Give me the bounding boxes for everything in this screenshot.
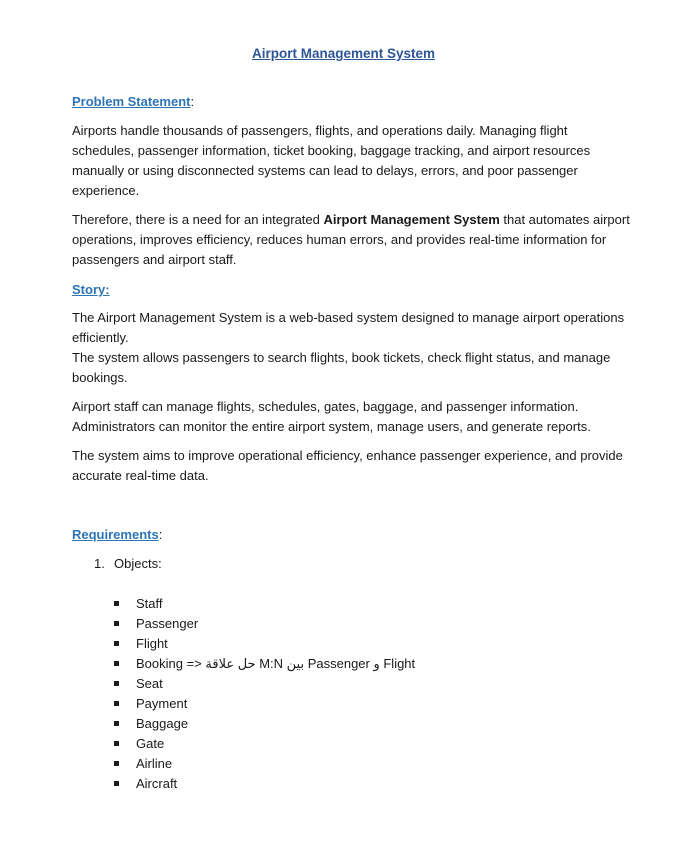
- object-label: Flight: [136, 636, 168, 651]
- object-label: Gate: [136, 736, 165, 751]
- list-item: [112, 694, 415, 714]
- list-item: [112, 734, 415, 754]
- square-bullet-icon: [114, 741, 119, 746]
- square-bullet-icon: [114, 761, 119, 766]
- problem-statement-heading-text: Problem Statement: [72, 94, 191, 109]
- story-paragraph-1a: The Airport Management System is a web-based system designed to manage airport operations efficiently.: [72, 310, 625, 345]
- list-item: [112, 674, 415, 694]
- problem-statement-heading: [72, 92, 194, 112]
- list-item: [112, 614, 415, 634]
- problem-statement-paragraph-2: [72, 210, 632, 270]
- story-paragraph-2a: Airport staff can manage flights, schedules, gates, baggage, and passenger information.: [72, 399, 579, 414]
- square-bullet-icon: [114, 641, 119, 646]
- story-paragraph-1b: The system allows passengers to search flights, book tickets, check flight status, and manage bookings.: [72, 350, 611, 385]
- requirements-heading: [72, 525, 162, 545]
- object-label: Seat: [136, 676, 163, 691]
- square-bullet-icon: [114, 601, 119, 606]
- square-bullet-icon: [114, 681, 119, 686]
- object-label: Payment: [136, 696, 188, 711]
- requirements-item-1: [94, 554, 162, 574]
- object-label: Booking => حل علاقة M:N بين Passenger و Flight: [136, 656, 416, 671]
- object-label: Staff: [136, 596, 163, 611]
- document-title: Airport Management System: [251, 46, 436, 61]
- story-paragraph-2b: Administrators can monitor the entire airport system, manage users, and generate reports.: [72, 419, 591, 434]
- list-item: [112, 774, 415, 794]
- story-heading: [72, 280, 110, 300]
- square-bullet-icon: [114, 661, 119, 666]
- object-label: Baggage: [136, 716, 189, 731]
- list-item: [112, 754, 415, 774]
- square-bullet-icon: [114, 721, 119, 726]
- requirements-item-1-label: Objects:: [114, 556, 162, 571]
- list-item: [112, 594, 415, 614]
- requirements-heading-text: Requirements: [72, 527, 159, 542]
- requirements-heading-colon: :: [158, 527, 163, 542]
- story-heading-text: Story:: [72, 282, 110, 297]
- list-item: [112, 714, 415, 734]
- square-bullet-icon: [114, 781, 119, 786]
- problem-statement-heading-colon: :: [190, 94, 195, 109]
- list-item: [112, 654, 415, 674]
- problem-statement-paragraph-2-end: that automates airport operations, improves efficiency, reduces human errors, and provides real-time information for passengers and airport staff.: [72, 212, 630, 267]
- object-label: Aircraft: [136, 776, 178, 791]
- object-label: Airline: [136, 756, 173, 771]
- square-bullet-icon: [114, 701, 119, 706]
- list-item: [112, 634, 415, 654]
- problem-statement-paragraph-2-start: Therefore, there is a need for an integrated: [72, 212, 324, 227]
- problem-statement-paragraph-1: Airports handle thousands of passengers, flights, and operations daily. Managing flight schedules, passenger information, ticket booking, baggage tracking, and airport resources manually or using disconnected systems can lead to delays, errors, and poor passenger experience.: [72, 123, 591, 198]
- requirements-item-1-number: 1.: [94, 556, 105, 571]
- problem-statement-paragraph-2-bold: Airport Management System: [323, 212, 500, 227]
- objects-list: [112, 594, 415, 794]
- story-paragraph-3: The system aims to improve operational efficiency, enhance passenger experience, and provide accurate real-time data.: [72, 448, 623, 483]
- object-label: Passenger: [136, 616, 199, 631]
- square-bullet-icon: [114, 621, 119, 626]
